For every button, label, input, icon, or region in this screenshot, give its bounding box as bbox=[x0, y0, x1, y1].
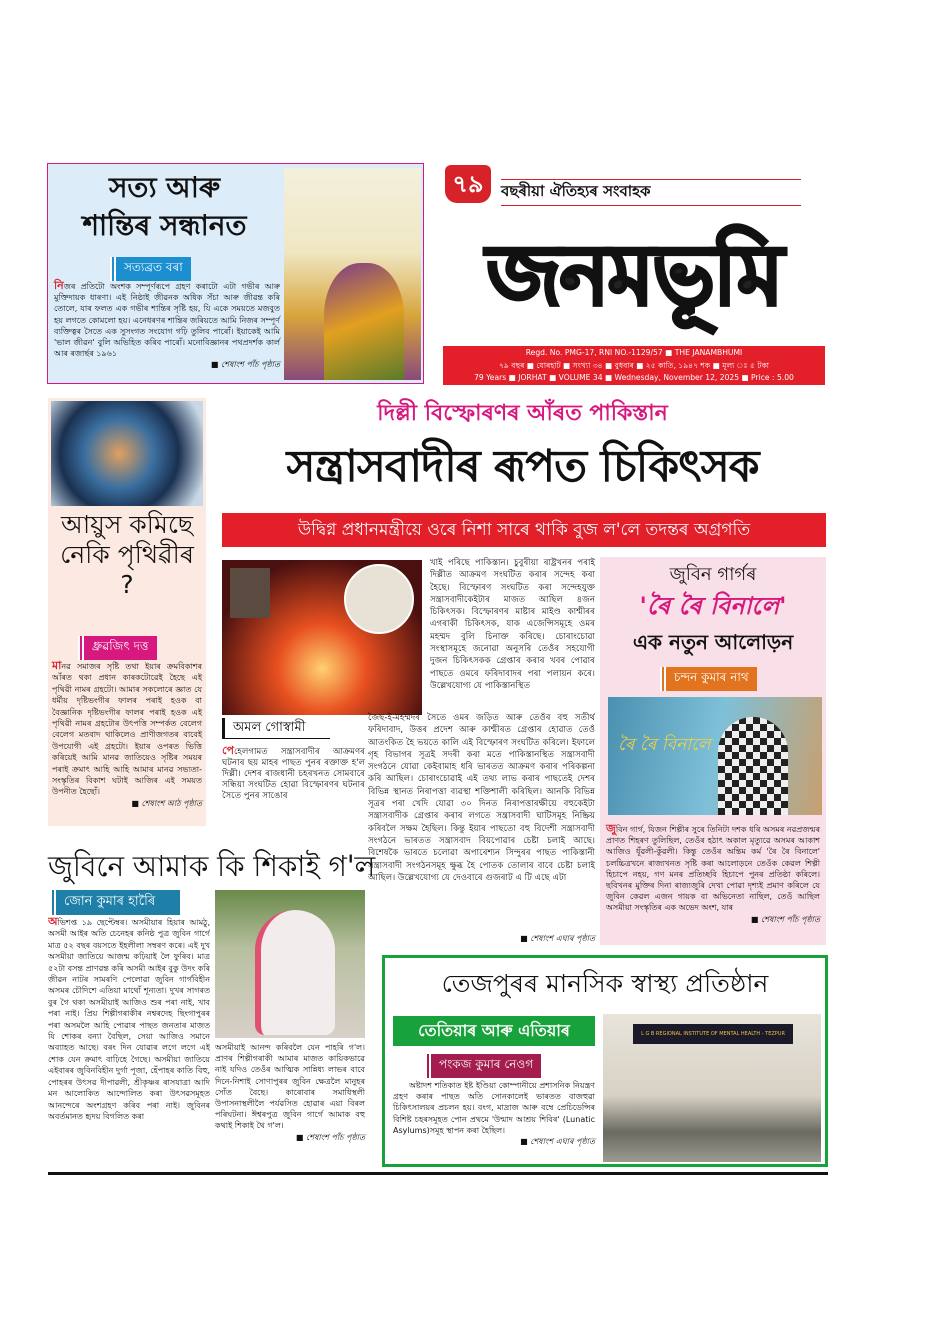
institute-building-photo bbox=[603, 1014, 821, 1162]
date-line-assamese: ৭৯ বছৰ ■ যোৰহাট ■ সংখ্যা ৩৪ ■ বুধবাৰ ■ ২৫ কাতি, ১৯৪৭ শক ■ মূল্য ঃ ৫ টকা bbox=[499, 360, 769, 370]
film-title-art: ৰৈ ৰৈ বিনালে bbox=[618, 735, 711, 755]
institute-sign: L G B REGIONAL INSTITUTE OF MENTAL HEALTH - TEZPUR bbox=[633, 1024, 793, 1044]
drop-cap: নি bbox=[54, 279, 64, 292]
lead-subheadline: উদ্বিগ্ন প্ৰধানমন্ত্ৰীয়ে ওৰে নিশা সাৰে থাকি বুজ ল'লে তদন্তৰ অগ্ৰগতি bbox=[222, 513, 826, 547]
top-feature-headline-2: শান্তিৰ সন্ধানত bbox=[82, 209, 247, 242]
continued-note: ■ শেষাংশ আঠ পৃষ্ঠাত bbox=[131, 798, 202, 808]
film-body bbox=[606, 823, 820, 925]
zubeen-body bbox=[48, 916, 210, 1162]
earth-feature bbox=[48, 398, 206, 826]
tezpur-body-wrap bbox=[393, 1080, 595, 1147]
film-author: চন্দন কুমাৰ নাথ bbox=[660, 667, 757, 691]
drop-cap: পে bbox=[222, 744, 234, 757]
top-feature-text: জৰ প্ৰতিটো অংশক সম্পূৰ্ণৰূপে গ্ৰহণ কৰাটো এটা গভীৰ আৰু মুক্তিদায়ক ধাৰণা। এই নিষ্ঠাই জীৱনক অধিক সঁচা আৰু জীৱন্ত কৰি তোলে, যাৰ ফলত এক গভীৰ শান্তিৰ সৃষ্টি হয়, যি একে সময়তে মজবুত হয় লগতে কোমলো হয়। এনেধৰণৰ শান্তিৰ জৰিয়তে আমি নিজৰ সম্পূৰ্ণ ব্যক্তিত্বৰ সৈতে এক সুসংগত সংযোগ গঢ়ি তুলিব পাৰোঁ। ইয়াকেই আমি 'ভাল জীৱন' বুলি অভিহিত কৰিব পাৰোঁ। মনোবিজ্ঞানৰ পথপ্ৰদৰ্শক কাৰ্ল আৰ ৰজাৰ্ছৰ ১৯৬১ bbox=[54, 282, 280, 359]
zubeen-film-image bbox=[608, 697, 822, 815]
zubeen-text: ভিশপ্ত ১৯ ছেপ্টেম্বৰ। অসমীয়াৰ হিয়াৰ আমঠু, অসমী আইৰ অতি চেনেহৰ কনিষ্ঠ পুত্ৰ জুবিন গাৰ্গে মাত্ৰ ৫২ বছৰ বয়সতে ইহলীলা সম্বৰণ কৰে। এই দুখ অসমীয়া জাতিয়ে আজন্ম কঢ়িয়াই লৈ ফুৰিব। মাত্ৰ ৫২টা বসন্ত প্ৰাণৱন্ত কৰি অসমী আইৰ বুকু উদং কৰি জীৱন নাটৰ সামৰণি পেলোৱা জুবিন গাৰ্গবিহীন অসমৰ চৌদিশে এতিয়া মাথোঁ শূন্যতা। দুখৰ সাগৰত বুৰ গৈ থকা অসমীয়াই আজিও শুৰ পৰা নাই, খাব পৰা নাই। প্ৰিয় শিল্পীগৰাকীৰ নশ্বৰদেহ ছিংগাপুৰৰ পৰা অসমলৈ আহি পোৱাৰ পাছত জনতাৰ মাজত যি শোকৰ বন্যা বৈছিল, সেয়া আজিও সমানে অব্যাহত আছে। বৰং দিন যোৱাৰ লগে লগে এই শোক যেন ক্ৰমাৎ বাঢ়িহে গৈছে। অসমীয়া জাতিয়ে এইবাৰৰ জুবিনবিহীন দুৰ্গা পূজা, হেঁপাহৰ কাতি বিহু, পোহৰৰ উৎসৱ দীপাৱলী, শ্ৰীকৃষ্ণৰ ৰাসযাত্ৰা আদি মন আলোকিত আন্দোলিত কৰা উৎসৱসমূহত আনন্দেৰে অংশগ্ৰহণ কৰিব পৰা নাই। জুবিনৰ অবৰ্তমানত হৃদয় বিগলিত কৰা bbox=[48, 918, 210, 1121]
continued-note: ■ শেষাংশ পাঁচ পৃষ্ঠাত bbox=[750, 914, 820, 924]
masthead-info-band bbox=[443, 346, 825, 385]
top-feature-author: সত্যব্রত বৰা bbox=[110, 257, 191, 281]
drop-cap: জু bbox=[606, 822, 616, 835]
earth-feature-body bbox=[52, 660, 202, 809]
continued-note: ■ শেষাংশ পাঁচ পৃষ্ঠাত bbox=[210, 360, 280, 370]
lead-text-1: হেলগামত সন্ত্ৰাসবাদীৰ আক্ৰমণৰ ঘটনাৰ ছয় মাহৰ পাছত পুনৰ ৰক্তাক্ত হ'ল দিল্লী। দেশৰ ৰাজধানী চহৰখনত সোমবাৰে সন্ধিয়া সংঘটিত হোৱা বিস্ফোৰণৰ ঘটনাৰ সৈতে পুনৰ সাঙোৰ bbox=[222, 747, 365, 801]
registration-line: Regd. No. PMG-17, RNI NO.-1129/57 ■ THE JANAMBHUMI bbox=[525, 348, 743, 357]
earth-feature-text: নৱ সমাজৰ সৃষ্টি তথা ইয়াৰ ক্ৰমবিকাশৰ আঁৰত থকা প্ৰধান কাৰকটোৱেই হৈছে এই পৃথিৱী নামৰ গ্ৰহটো। আমাৰ সকলোৰে জ্ঞাত যে ধৰ্মীয় দৃষ্টিভংগীৰ ফালৰ পৰাই হওক বা বৈজ্ঞানিক দৃষ্টিভংগীৰ ফালৰ পৰাই হওক এই পৃথিৱী নামৰ গ্ৰহটোৰ উৎপত্তি সম্পৰ্কত বেলেগ বেলেগ মতবাদ থাকিলেও প্ৰাণীজগতৰ বাবেই উপযোগী এই গ্ৰহটো। ইয়াৰ ওপৰত ভিত্তি কৰিয়েই আমি মানৱ জাতিয়েও সৃষ্টিৰ সময়ৰ পৰাই ক্ৰমাৎ আহি আহি আমাৰ মানৱ সভ্যতা-সংস্কৃতিৰ বিকাশ ঘটাই আজিৰ এই সময়ত উপনীত হৈছোঁ। bbox=[52, 662, 202, 797]
masood-azhar-photo bbox=[344, 564, 414, 634]
newspaper-logo: জনমভূমি bbox=[486, 226, 782, 324]
earth-feature-headline: আয়ুস কমিছে নেকি পৃথিৱীৰ ? bbox=[60, 510, 194, 599]
zubeen-body-2: অসমীয়াই আনন্দ কৰিবলৈ যেন পাহৰি গ'ল। প্ৰাণৰ শিল্পীগৰাকী আমাৰ মাজত কায়িকভাৱে নাই যদিও তেওঁৰ আত্মিক সান্নিধ্য লাভৰ বাবে দিনে-নিশাই সোণাপুৰৰ জুবিন ক্ষেত্ৰলৈ মানুহৰ সোঁত বৈছে। কাৰোবাৰ সমাধিস্থলী উপাসনাস্থলীলৈ পৰ্যৱসিত হোৱাৰ এয়া বিৰল পৰিঘটনা। ঈশ্বৰপুত্ৰ জুবিন গাৰ্গে আমাক বহু কথাই শিকাই থৈ গ'ল। bbox=[215, 1043, 365, 1131]
tezpur-banner: তেতিয়াৰ আৰু এতিয়াৰ bbox=[393, 1016, 595, 1046]
bottom-rule bbox=[48, 1172, 828, 1175]
zubeen-body-2-wrap bbox=[215, 1042, 365, 1143]
earth-feature-author: ধ্ৰুৱজিৎ দত্ত bbox=[78, 636, 157, 660]
masthead bbox=[443, 163, 825, 385]
lead-column-2: জৈছ-ই-মহম্মদৰ সৈতে ওমৰ জড়িত আৰু তেওঁৰ বহু সতীৰ্থ ফৰিদাবাদ, উত্তৰ প্ৰদেশ আৰু কাশ্মীৰত গ্ৰেপ্তাৰ হোৱাত তেওঁ আতংকিত হৈ ভয়তে কালি এই বিস্ফোৰণ সংঘটিত কৰিলে। ইফালে গৃহ বিভাগৰ সূত্ৰই সদৰী কৰা মতে পাকিস্তানস্থিত সন্ত্ৰাসবাদী সংগঠনে যোৱা কেইবামাহ ধৰি ভাৰতত আক্ৰমণ কৰাৰ পৰিকল্পনা কৰি আছিল। চোৰাংচোৱাই এই তথ্য লাভ কৰাৰ পাছতেই দেশৰ বিভিন্ন স্থানত নিৰাপত্তা ব্যৱস্থা শক্তিশালী কৰিছিল। আনকি বিভিন্ন সূত্ৰৰ পৰা খেদি যোৱা ৩০ দিনত নিৰাপত্তাৰক্ষীয়ে বহুকেইটা সন্ত্ৰাসবাদীক গ্ৰেপ্তাৰ কৰাৰ লগতে সন্ত্ৰাসবাদী ঘাটিসমূহ নিষ্ক্ৰিয় কৰিবলৈ সক্ষম হৈছিল। কিন্তু ইয়াৰ পাছতো বহু বিদেশী সন্ত্ৰাসবাদী সংগঠনে ভাৰতত সন্ত্ৰাসবাদ বিয়পোৱাৰ চেষ্টা চলাই আছে। বিশেষকৈ ভাৰতে চলোৱা অপাৰেশ্যন সিন্দুৰৰ পাছত পাকিস্তানী সন্ত্ৰাসবাদী সংগঠনসমূহ ক্ষুব্ধ হৈ পোতক তোলাৰ বাবে চেষ্টা চলাই আছিল। উল্লেখযোগ্য যে দেওবাৰে গুজৰাট এ টি এছে এটা bbox=[368, 713, 595, 883]
tezpur-author: পংকজ কুমাৰ নেওগ bbox=[425, 1054, 541, 1078]
film-headline-1: জুবিন গাৰ্গৰ bbox=[669, 564, 757, 585]
tezpur-headline: তেজপুৰৰ মানসিক স্বাস্থ্য প্ৰতিষ্ঠান bbox=[441, 969, 769, 998]
suspect-photo bbox=[230, 568, 270, 618]
tezpur-body: অষ্টাদশ শতিকাত ইষ্ট ইণ্ডিয়া কোম্পানীয়ে প্ৰশাসনিক নিয়ন্ত্ৰণ গ্ৰহণ কৰাৰ পাছত অতি সোনকালেই ভাৰতত বাজহুৱা চিকিৎসালয়ৰ প্ৰচলন হয়। বংগ, মাদ্ৰাজ আৰু বম্বে প্ৰেচিডেন্সিৰ বিশিষ্ট চহৰসমূহত পোন প্ৰথমে 'উন্মাদ আশ্ৰয় শিবিৰ' (Lunatic Asylums)সমূহ স্থাপন কৰা হৈছিল। bbox=[393, 1081, 595, 1135]
lead-kicker: দিল্লী বিস্ফোৰণৰ আঁৰত পাকিস্তান bbox=[377, 401, 668, 426]
zubeen-photo bbox=[215, 890, 365, 1038]
drop-cap: মা bbox=[52, 659, 62, 672]
tezpur-box bbox=[382, 955, 828, 1167]
continued-note: ■ শেষাংশ এঘাৰ পৃষ্ঠাত bbox=[520, 1137, 595, 1147]
lead-column-1: খাই পৰিছে পাকিস্তান। চুবুৰীয়া ৰাষ্ট্ৰখনৰ পৰাই দিল্লীত আক্ৰমণ সংঘটিত কৰাৰ সন্দেহ কৰা হৈছে। বিস্ফোৰণ সংঘটিত কৰা সন্দেহযুক্ত সন্ত্ৰাসবাদীকেইটাৰ মাজত আছিল ৪জন চিকিৎসক। বিস্ফোৰণৰ মাষ্টাৰ মাইণ্ড কাশ্মীৰৰ এগৰাকী চিকিৎসক, যাক এজেন্সিসমূহে ওমৰ মহম্মদ বুলি চিনাক্ত কৰিছে। চোৰাংচোৱা সংস্থাসমূহে জনোৱা অনুসৰি তেওঁৰ সহযোগী দুজন চিকিৎসকক গ্ৰেপ্তাৰ কৰাৰ খবৰ পোৱাৰ পাছতে ওমৰে ফৰিদাবাদৰ পৰা পলায়ন কৰে। উল্লেখযোগ্য যে পাকিস্তানস্থিত bbox=[430, 558, 595, 691]
film-text: বিন গাৰ্গ, যিজন শিল্পীৰ সুৰে তিনিটা দশক ধৰি অসমৰ নৱপ্ৰজন্মৰ প্ৰাণত শিহৰণ তুলিছিল, তেওঁৰ হঠাৎ অকাল মৃত্যুৱে অসমৰ আকাশ আজিও ধূঁৱলী-কুঁৱলী। কিন্তু তেওঁৰ অন্তিম কৰ্ম 'ৰৈ ৰৈ বিনালে' চলচ্চিত্ৰখনে ৰাজ্যখনত সৃষ্টি কৰা আলোড়নে তেওঁক কেৱল শিল্পী হিচাপে নহয়, গণ মনৰ প্ৰতিচ্ছবি হিচাপে পুনৰ প্ৰতিষ্ঠা কৰিলে। ছবিখনৰ মুক্তিৰ দিনা ৰাজ্যজুৰি দেখা পোৱা দৃশ্যই প্ৰমাণ কৰিলে যে জুবিন কেৱল এজন গায়ক বা অভিনেতা নাছিল, তেওঁ আছিল অসমীয়া সংস্কৃতিৰ এক অভেদ অংশ, যাৰ bbox=[606, 825, 820, 913]
masthead-tagline: বছৰীয়া ঐতিহ্যৰ সংবাহক bbox=[501, 179, 801, 206]
drop-cap: অ bbox=[48, 916, 58, 928]
zubeen-film-box bbox=[600, 557, 826, 945]
zubeen-author: জোন কুমাৰ হাৰিৈ bbox=[50, 890, 180, 915]
date-line-english: 79 Years ■ JORHAT ■ VOLUME 34 ■ Wednesday, November 12, 2025 ■ Price : 5.00 bbox=[474, 373, 794, 382]
top-feature-box bbox=[47, 163, 424, 384]
film-headline-2: 'ৰৈ ৰৈ বিনালে' bbox=[639, 592, 787, 620]
burning-earth-image bbox=[51, 401, 203, 506]
zubeen-portrait bbox=[718, 717, 788, 815]
film-headline-3: এক নতুন আলোড়ন bbox=[632, 630, 794, 654]
top-feature-headline-1: সত্য আৰু bbox=[108, 171, 221, 204]
lead-headline: সন্ত্ৰাসবাদীৰ ৰূপত চিকিৎসক bbox=[286, 441, 759, 492]
silhouette-illustration bbox=[284, 168, 421, 380]
lead-paragraph-1 bbox=[222, 745, 365, 802]
zubeen-headline: জুবিনে আমাক কি শিকাই গ'ল bbox=[48, 849, 376, 883]
continued-note: ■ শেষাংশ এঘাৰ পৃষ্ঠাত bbox=[520, 934, 595, 943]
years-badge: ৭৯ bbox=[445, 165, 491, 203]
lead-author: অমল গোস্বামী bbox=[222, 718, 330, 739]
top-feature-body bbox=[54, 280, 280, 370]
blast-photo bbox=[222, 560, 422, 715]
continued-note: ■ শেষাংশ পাঁচ পৃষ্ঠাত bbox=[295, 1132, 365, 1142]
